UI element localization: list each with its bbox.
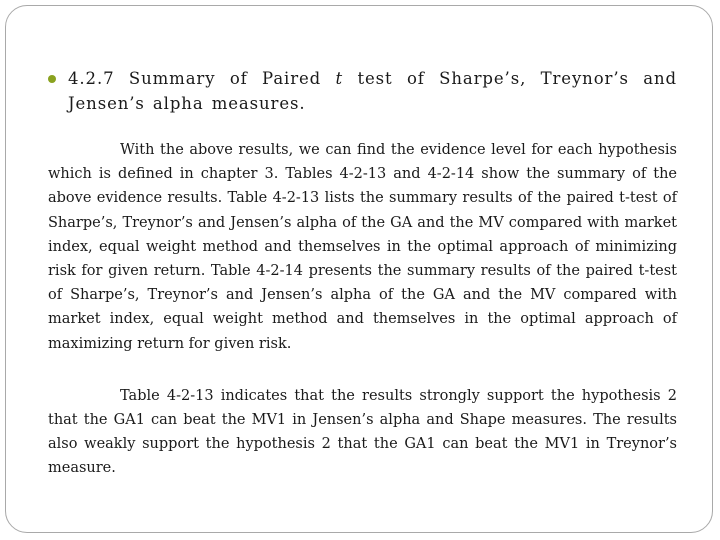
heading-t-italic: t — [335, 69, 344, 88]
heading-text-after: test of Sharpe’s, Treynor’s and Jensen’s alpha measures. — [68, 69, 677, 113]
heading-text-before: Summary of Paired — [128, 69, 322, 88]
slide-frame — [5, 5, 713, 533]
section-number: 4.2.7 — [68, 69, 115, 88]
slide-content — [48, 66, 677, 481]
section-heading — [48, 66, 677, 116]
bullet-icon — [48, 75, 56, 83]
body-paragraph-1: With the above results, we can find the evidence level for each hypothesis which is defined in chapter 3. Tables 4-2-13 and 4-2-14 show the summary of the above evidence results. Table 4-2-13 lists the summary results of the paired t-test of Sharpe’s, Treynor’s and Jensen’s alpha of the GA and the MV compared with market index, equal weight method and themselves in the optimal approach of minimizing risk for given return. Table 4-2-14 presents the summary results of the paired t-test of Sharpe’s, Treynor’s and Jensen’s alpha of the GA and the MV compared with market index, equal weight method and themselves in the optimal approach of maximizing return for given risk. — [48, 142, 677, 352]
body-paragraph-2: Table 4-2-13 indicates that the results strongly support the hypothesis 2 that the GA1 can beat the MV1 in Jensen’s alpha and Shape measures. The results also weakly support the hypothesis 2 that the GA1 can beat the MV1 in Treynor’s measure. — [48, 387, 677, 477]
